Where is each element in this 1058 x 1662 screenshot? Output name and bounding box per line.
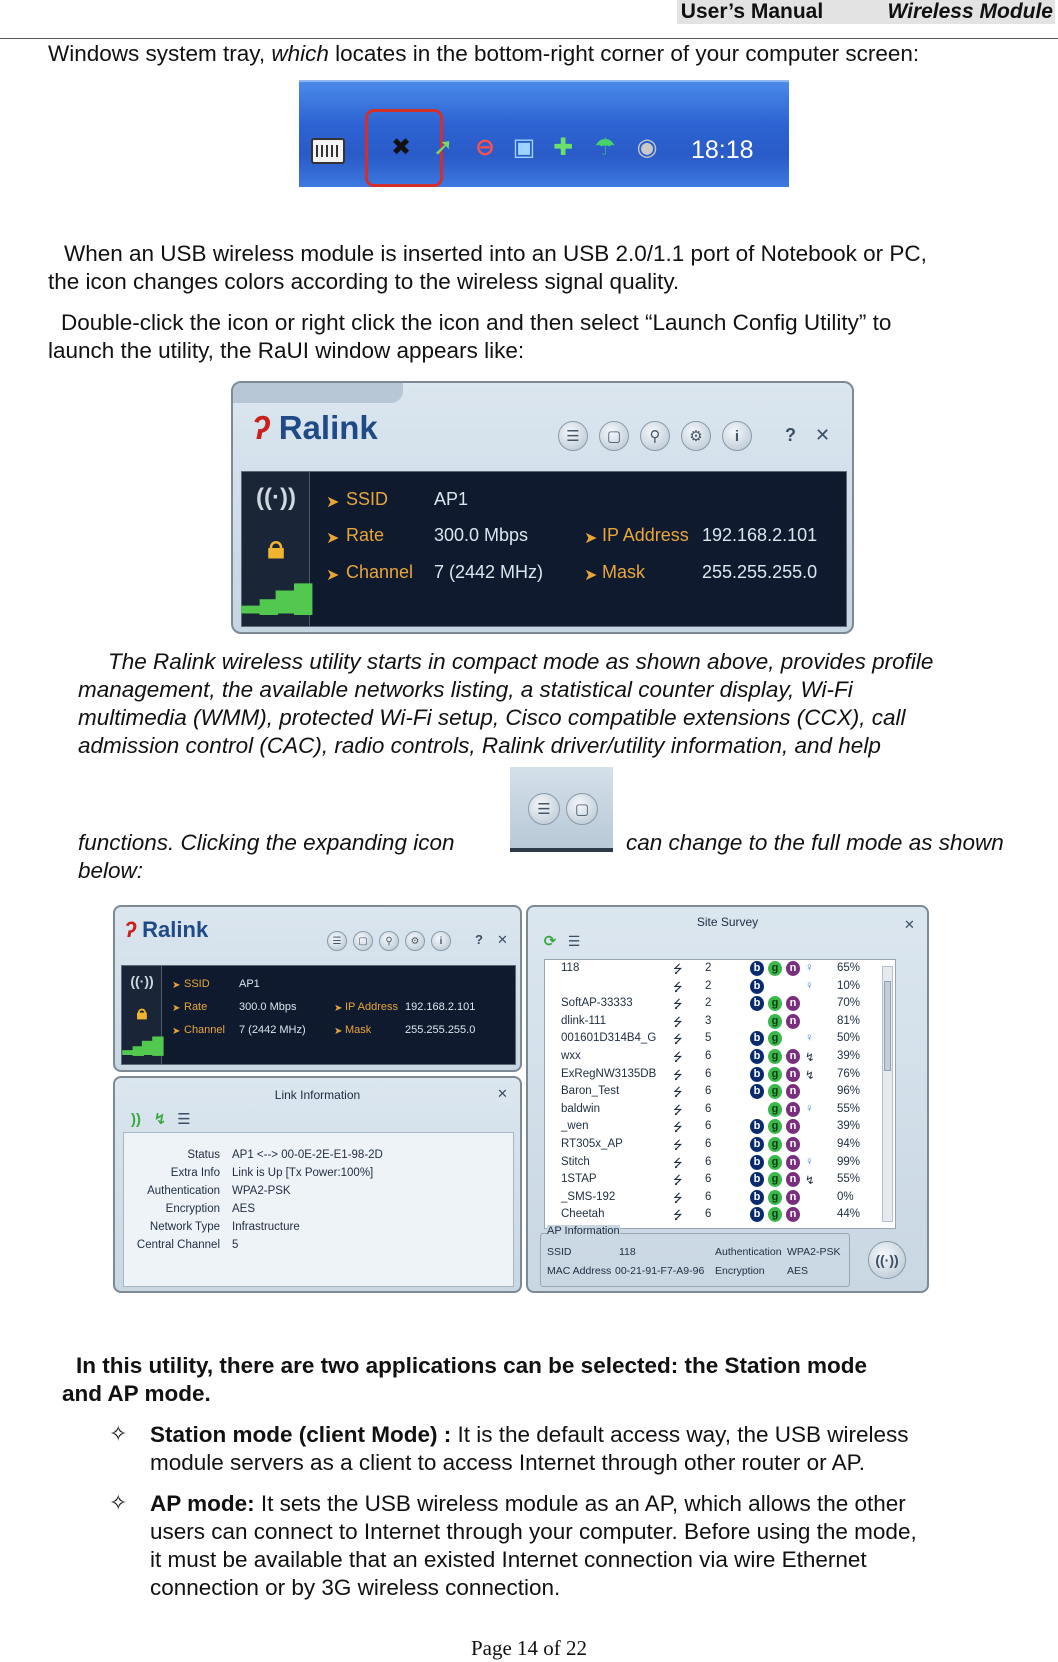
system-tray-screenshot — [299, 80, 789, 187]
page-number: Page 14 of 22 — [470, 1636, 588, 1660]
list-icon[interactable]: ☰ — [567, 932, 581, 949]
scrollbar[interactable] — [882, 966, 893, 1222]
italic-para-5b: can change to the full mode as shown — [626, 830, 1004, 855]
para-launch-2: launch the utility, the RaUI window appears like: — [48, 338, 525, 363]
help-button[interactable]: ? — [785, 425, 796, 445]
header-product: Wireless Module — [887, 0, 1053, 23]
network-row[interactable]: dlink-111 ⭍ 3 g n 81% — [561, 1014, 861, 1029]
network-row[interactable]: _SMS-192 ⭍ 6 b g n 0% — [561, 1190, 854, 1205]
network-button[interactable]: ▢ — [599, 421, 629, 451]
network-row[interactable]: 001601D314B4_G ⭍ 5 b g ♀ 50% — [561, 1032, 861, 1047]
antenna-icon[interactable]: ((·)) — [130, 973, 154, 989]
italic-para-2: management, the available networks listing, a statistical counter display, Wi-Fi — [78, 677, 853, 702]
ralink-tray-icon[interactable]: ✖ — [390, 133, 412, 161]
bullet-ap-mode-3: it must be available that an existed Internet connection via wire Ethernet — [150, 1547, 867, 1572]
italic-para-1: The Ralink wireless utility starts in compact mode as shown above, provides profile — [108, 649, 934, 674]
network-row[interactable]: ⭍ 2 b ♀ 10% — [673, 979, 861, 994]
help-button[interactable]: ? — [475, 932, 483, 947]
ralink-compact-window — [231, 381, 854, 634]
para-usb-2: the icon changes colors according to the wireless signal quality. — [48, 269, 680, 294]
italic-para-6: below: — [78, 858, 144, 883]
para-launch: Double-click the icon or right click the icon and then select “Launch Config Utility” to — [61, 310, 892, 335]
italic-para-3: multimedia (WMM), protected Wi-Fi setup, Cisco compatible extensions (CCX), call — [78, 705, 906, 730]
link-status-icon[interactable]: )) — [131, 1110, 141, 1128]
antenna-icon[interactable]: ((·)) — [256, 484, 296, 511]
ralink-logo: ʔ Ralink — [253, 409, 378, 446]
ssid-label: SSID — [346, 489, 389, 509]
network-button[interactable]: ▢ — [353, 931, 373, 951]
para-usb: When an USB wireless module is inserted into an USB 2.0/1.1 port of Notebook or PC, — [64, 241, 927, 266]
bullet-ap-mode-4: connection or by 3G wireless connection. — [150, 1575, 561, 1600]
mask-label: Mask — [602, 562, 646, 582]
ip-label: IP Address — [602, 525, 689, 545]
umbrella-tray-icon[interactable]: ☂ — [594, 133, 616, 161]
ap-information-box: AP Information SSID 118 MAC Address 00-21-91-F7-A9-96 Authentication WPA2-PSK Encryption AES — [540, 1233, 850, 1287]
rate-label: Rate — [346, 525, 385, 545]
bullet-ap-mode-2: users can connect to Internet through your computer. Before using the mode, — [150, 1519, 917, 1544]
network-row[interactable]: baldwin ⭍ 6 g n ♀ 55% — [561, 1102, 861, 1117]
link-info-panel: Status AP1 <--> 00-0E-2E-E1-98-2D Extra Info Link is Up [Tx Power:100%] Authentication WPA2-PSK Encryption AES Network Type Infrastructure Central Channel 5 — [123, 1132, 514, 1287]
apps-para-2: and AP mode. — [62, 1381, 211, 1406]
intro-text: Windows system tray, which locates in the bottom-right corner of your computer screen: — [48, 41, 920, 66]
ssid-value: AP1 — [434, 489, 469, 509]
network-row[interactable]: 118 ⭍ 2 b g n ♀ 65% — [561, 962, 861, 976]
site-survey-window — [526, 905, 929, 1293]
device-tray-icon[interactable]: ⊖ — [474, 133, 496, 161]
network-row[interactable]: RT305x_AP ⭍ 6 b g n 94% — [561, 1137, 861, 1152]
bullet-station-mode: Station mode (client Mode) : It is the default access way, the USB wireless — [150, 1422, 909, 1447]
ralink-full-mode-screenshot — [113, 905, 929, 1295]
rate-value: 300.0 Mbps — [434, 525, 529, 545]
connect-button[interactable]: ((·)) — [868, 1241, 906, 1279]
header-manual: User’s Manual — [680, 0, 824, 23]
signal-bars-icon[interactable]: ▂▄▆█ — [241, 582, 311, 613]
info-icon[interactable]: i — [722, 421, 752, 451]
network-row[interactable]: Baron_Test ⭍ 6 b g n 96% — [561, 1085, 861, 1100]
network-button: ▢ — [566, 793, 598, 825]
network-row[interactable]: _wen ⭍ 6 b g n 39% — [561, 1120, 861, 1135]
profile-button[interactable]: ☰ — [558, 421, 588, 451]
italic-para-4: admission control (CAC), radio controls, Ralink driver/utility information, and help — [78, 733, 881, 758]
channel-value: 7 (2442 MHz) — [434, 562, 544, 582]
display-tray-icon[interactable]: ▣ — [512, 133, 536, 161]
site-survey-title: Site Survey — [696, 915, 759, 929]
search-icon[interactable]: ⚲ — [640, 421, 670, 451]
gear-icon[interactable]: ⚙ — [405, 931, 425, 951]
lock-icon[interactable]: 🔒︎ — [136, 1001, 148, 1024]
network-row[interactable]: Stitch ⭍ 6 b g n ♀ 99% — [561, 1155, 861, 1170]
network-tray-icon[interactable]: ➚ — [432, 133, 454, 161]
lock-icon[interactable]: 🔒︎ — [267, 529, 285, 565]
close-button[interactable]: ✕ — [497, 1086, 508, 1101]
tray-clock: 18:18 — [691, 136, 754, 164]
statistics-icon[interactable]: ☰ — [177, 1111, 191, 1128]
network-list — [544, 959, 896, 1229]
status-sidebar — [242, 472, 310, 626]
link-info-title: Link Information — [274, 1088, 361, 1102]
profile-button[interactable]: ☰ — [327, 931, 347, 951]
keyboard-icon — [311, 138, 345, 164]
network-row[interactable]: wxx ⭍ 6 b g n ↯ 39% — [561, 1049, 861, 1064]
gear-icon[interactable]: ⚙ — [681, 421, 711, 451]
full-compact-window: ʔ Ralink ☰ ▢ ⚲ ⚙ i ? ✕ ((·)) 🔒︎ ▂▄▆█ ➤ SSID AP1 ➤ Rate 300.0 Mbps ➤ Channel 7 (2442 MHz) ➤ IP Address 192.168.2.101 ➤ Mask 255.255.255.0 — [113, 905, 522, 1072]
speaker-tray-icon[interactable]: ◉ — [636, 133, 658, 161]
network-row[interactable]: 1STAP ⭍ 6 b g n ↯ 55% — [561, 1173, 861, 1188]
shield-tray-icon[interactable]: ✚ — [552, 133, 574, 161]
throughput-icon[interactable]: ↯ — [153, 1111, 167, 1128]
header-rule — [0, 38, 1058, 39]
scrollbar-thumb[interactable] — [884, 981, 891, 1071]
bullet-station-mode-2: module servers as a client to access Internet through other router or AP. — [150, 1450, 865, 1475]
page-header — [677, 0, 1055, 24]
search-icon[interactable]: ⚲ — [379, 931, 399, 951]
mask-value: 255.255.255.0 — [702, 562, 818, 582]
signal-bars-icon[interactable]: ▂▄▆█ — [122, 1038, 162, 1055]
italic-para-5a: functions. Clicking the expanding icon — [78, 830, 455, 855]
bullet-diamond-icon: ✧ — [109, 1490, 128, 1515]
close-button[interactable]: ✕ — [497, 932, 508, 947]
refresh-icon[interactable]: ⟳ — [543, 933, 557, 950]
bullet-diamond-icon: ✧ — [109, 1421, 128, 1446]
network-row[interactable]: ExRegNW3135DB ⭍ 6 b g n ↯ 76% — [561, 1067, 861, 1082]
bullet-ap-mode: AP mode: It sets the USB wireless module as an AP, which allows the other — [150, 1491, 906, 1516]
link-information-window — [113, 1076, 522, 1293]
channel-label: Channel — [346, 562, 414, 582]
profile-button: ☰ — [528, 793, 560, 825]
connection-panel: ((·)) 🔒︎ ▂▄▆█ ➤ SSID AP1 ➤ Rate 300.0 Mbps ➤ Channel 7 (2442 MHz) ➤ IP Address 192.168.2.101 ➤ Mask 255.255.255.0 — [241, 471, 847, 627]
close-button[interactable]: ✕ — [904, 917, 915, 932]
expanding-icon[interactable] — [510, 767, 613, 852]
apps-para: In this utility, there are two applications can be selected: the Station mode — [76, 1353, 867, 1378]
network-row[interactable]: SoftAP-33333 ⭍ 2 b g n 70% — [561, 997, 861, 1012]
close-button[interactable]: ✕ — [815, 425, 831, 445]
info-icon[interactable]: i — [431, 931, 451, 951]
ip-value: 192.168.2.101 — [702, 525, 818, 545]
network-row[interactable]: Cheetah ⭍ 6 b g n 44% — [561, 1208, 861, 1223]
